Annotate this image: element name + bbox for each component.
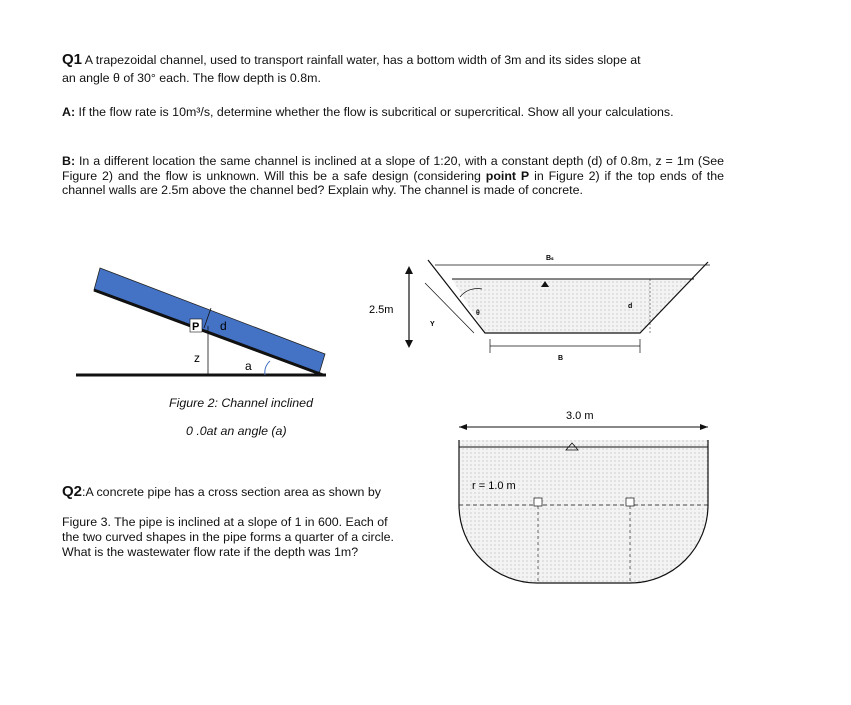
q2-line3: the two curved shapes in the pipe forms a quarter of a circle. — [62, 530, 394, 544]
q2-number: Q2 — [62, 483, 83, 500]
left-center-box — [534, 498, 542, 506]
q1-number: Q1 — [62, 51, 83, 68]
q1-part-b — [62, 154, 724, 198]
figure2-caption-line1: Figure 2: Channel inclined — [169, 396, 313, 410]
height-arrow-bottom — [405, 340, 413, 348]
q2-text-line1: :A concrete pipe has a cross section area as shown by — [82, 485, 381, 499]
trapezoid-water — [452, 279, 694, 333]
trapezoid-figure — [360, 245, 720, 360]
width-arrow-right — [700, 424, 708, 430]
label-b: B — [558, 355, 564, 360]
q1-intro-line1: A trapezoidal channel, used to transport rainfall water, has a bottom width of 3m and its sides slope at — [84, 53, 641, 67]
figure2-inclined-channel — [70, 258, 340, 388]
label-z: z — [194, 351, 200, 365]
height-arrow-top — [405, 266, 413, 274]
label-y: Y — [430, 321, 435, 328]
figure3-pipe-section — [450, 400, 720, 600]
width-arrow-left — [459, 424, 467, 430]
part-b-label: B: — [62, 154, 76, 168]
label-d: d — [220, 319, 227, 333]
label-bs: Bₛ — [546, 255, 554, 262]
part-a-text: If the flow rate is 10m³/s, determine whether the flow is subcritical or supercritical. Show all your calculations. — [75, 105, 674, 119]
angle-a-arc — [265, 361, 270, 375]
q1-part-a — [62, 105, 724, 120]
label-d-trap: d — [628, 303, 633, 310]
label-p: P — [192, 321, 200, 333]
part-b-text-2: in Figure 2) if the top ends of the channel walls are 2.5m above the channel bed? Explain why. The channel is made of concrete. — [62, 168, 725, 197]
q2-line2: Figure 3. The pipe is inclined at a slope of 1 in 600. Each of — [62, 515, 388, 529]
label-a: a — [245, 359, 252, 373]
part-a-label: A: — [62, 105, 76, 119]
part-b-text-1: In a different location the same channel is inclined at a slope of 1:20, with a constant depth (d) of 0.8m, z = 1m (See Figure 2) and the flow is unknown. Will this be a safe design (considering — [62, 154, 724, 183]
part-b-point: point P — [485, 168, 530, 183]
label-radius: r = 1.0 m — [472, 480, 516, 492]
q1-line1 — [62, 53, 762, 67]
figure2-caption-line2: 0 .0at an angle (a) — [186, 424, 287, 438]
q2-line4: What is the wastewater flow rate if the depth was 1m? — [62, 545, 359, 559]
channel-bed-line — [94, 290, 323, 375]
label-3-0m: 3.0 m — [566, 410, 594, 422]
label-2-5m: 2.5m — [369, 304, 394, 316]
q2-line1 — [62, 485, 381, 499]
label-theta: θ — [476, 310, 480, 317]
q1-intro-line2: an angle θ of 30° each. The flow depth is 0.8m. — [62, 71, 321, 85]
pipe-water-fill — [459, 440, 708, 583]
right-center-box — [626, 498, 634, 506]
water-band — [94, 268, 325, 374]
